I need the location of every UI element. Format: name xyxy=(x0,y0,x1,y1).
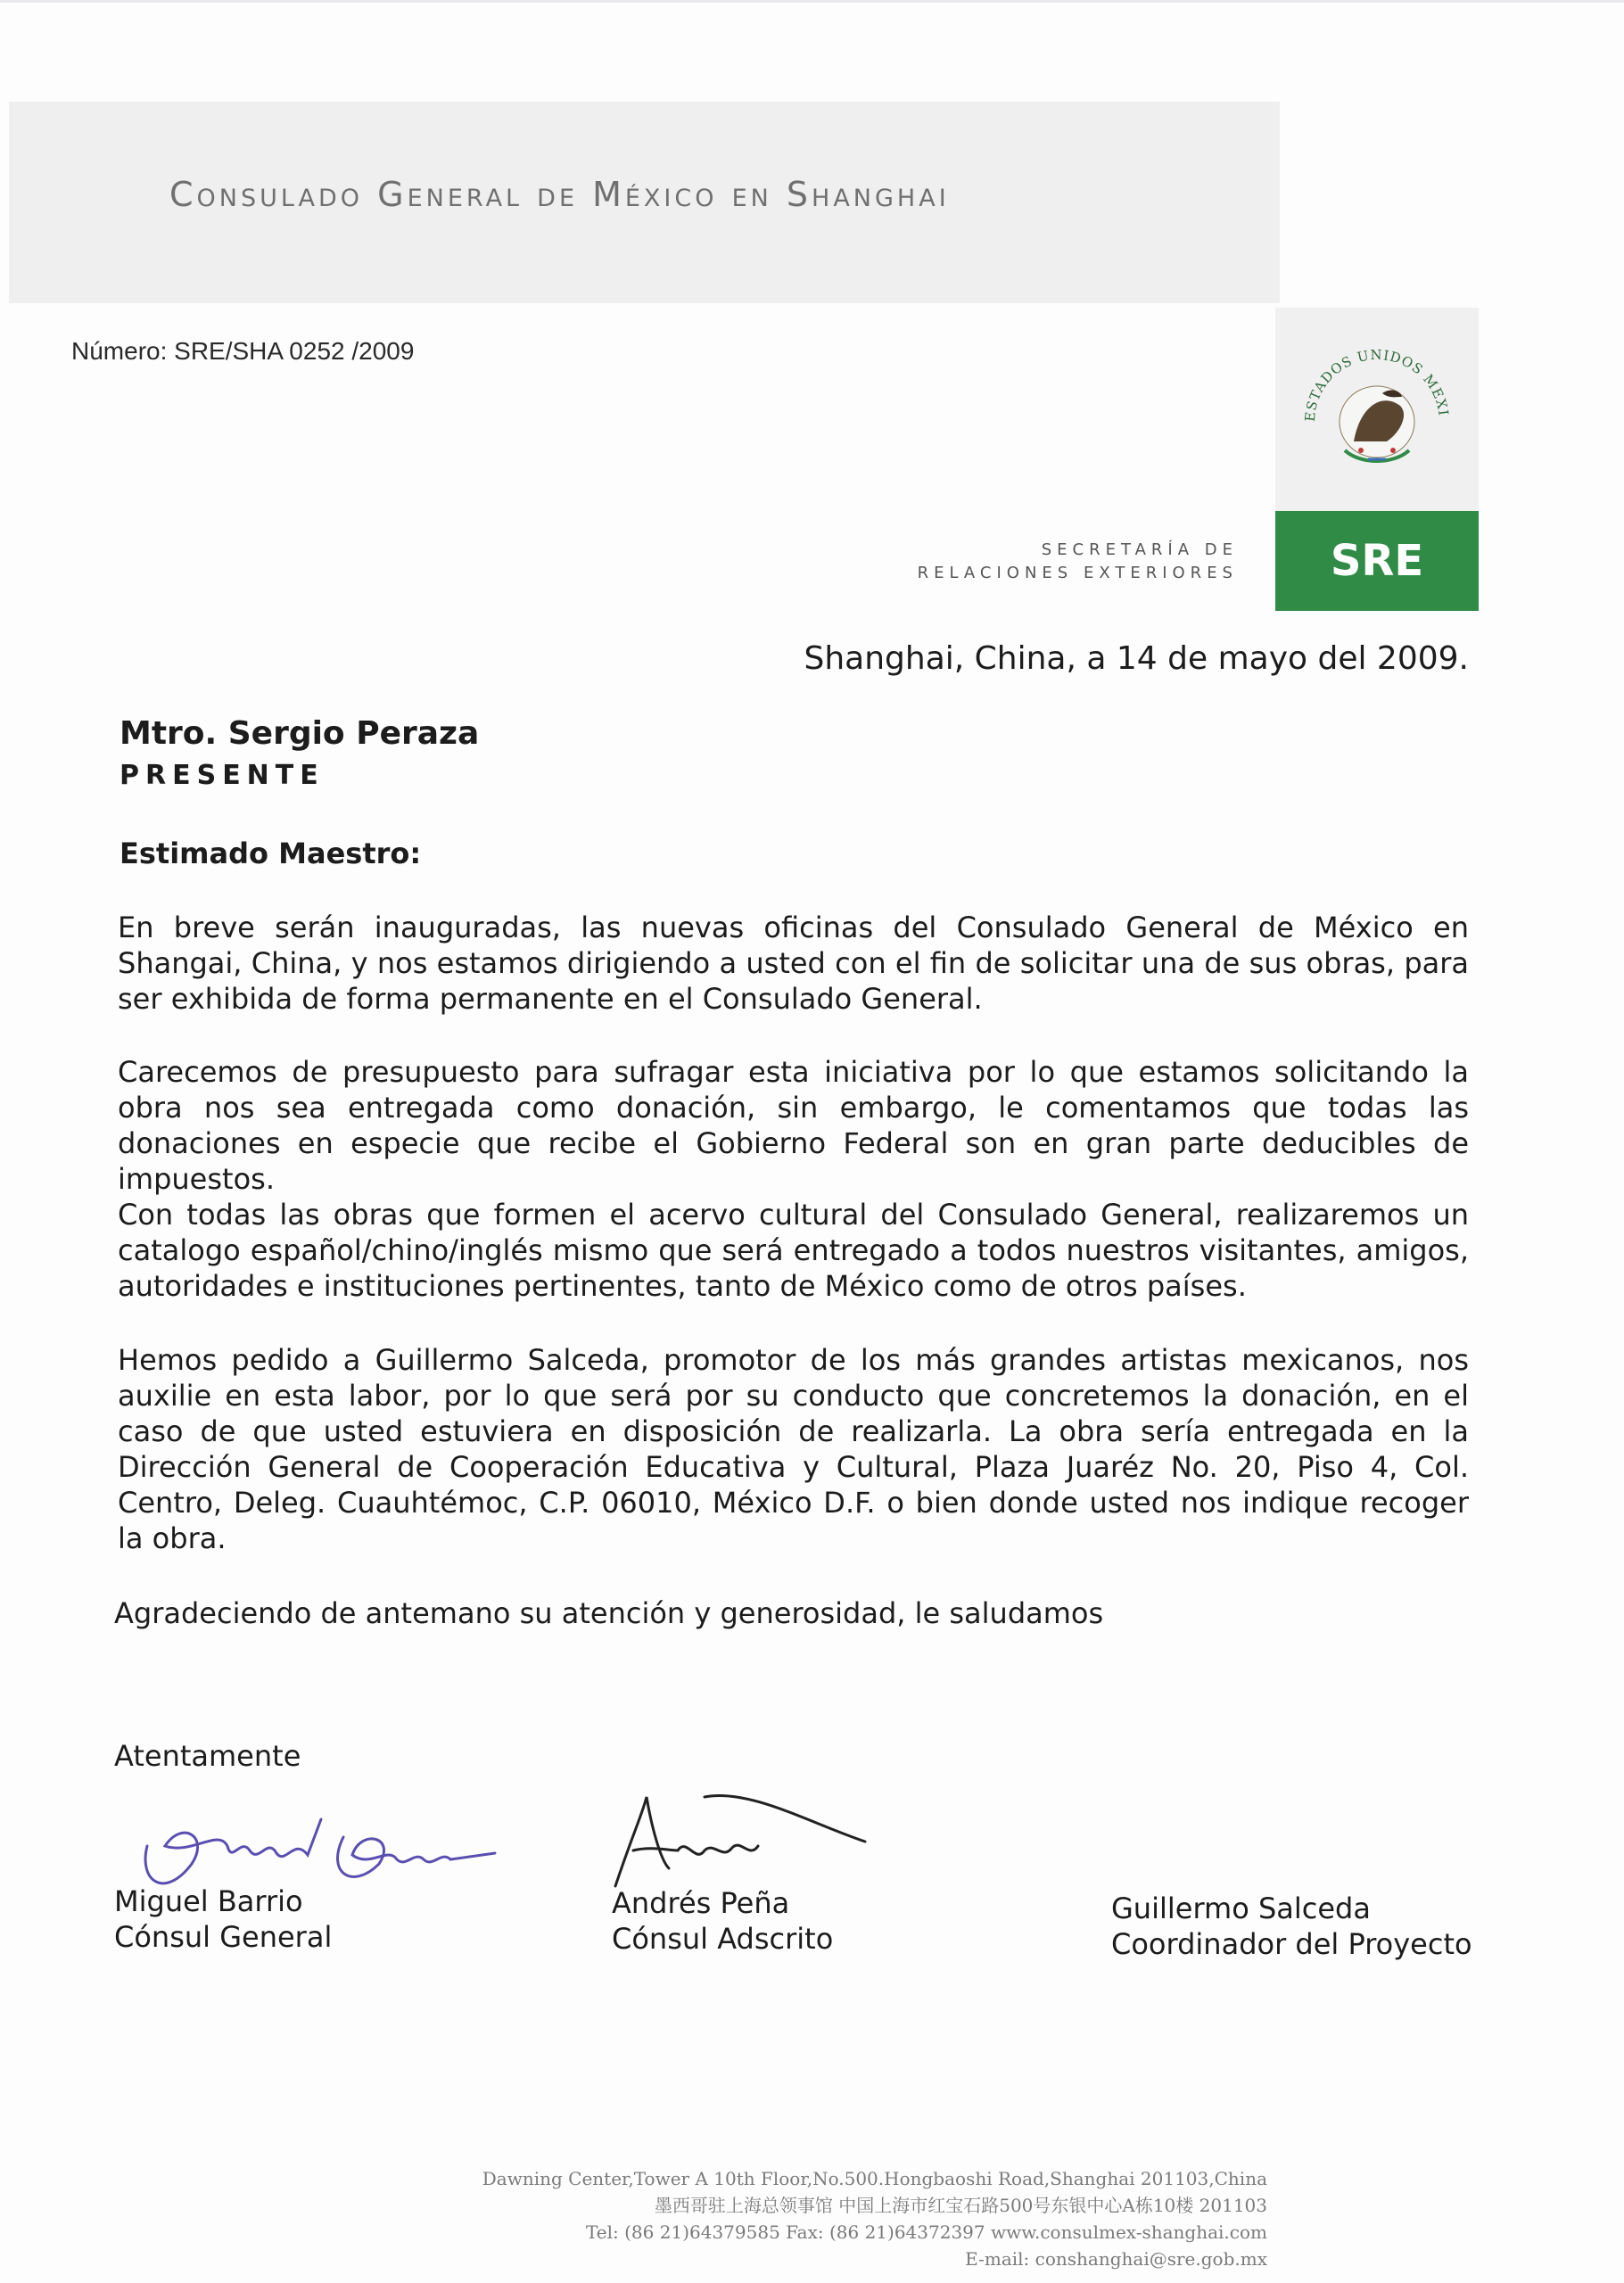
body-paragraph: En breve serán inauguradas, las nuevas oficinas del Consulado General de México en Shangai, China, y nos estamos dirigiendo a usted con el fin de solicitar una de sus obras, para ser exhibida de forma permanente en el Consulado General. xyxy=(118,911,1469,1016)
signature-andres-pena xyxy=(606,1761,874,1895)
seal-text: ESTADOS UNIDOS MEXI xyxy=(1301,346,1452,423)
coat-of-arms-seal xyxy=(1275,308,1479,511)
recipient-name: Mtro. Sergio Peraza xyxy=(120,715,480,752)
signatory-block xyxy=(114,1883,332,1955)
letter-date: Shanghai, China, a 14 de mayo del 2009. xyxy=(804,640,1469,677)
consulate-title: Consulado General de México en Shanghai xyxy=(169,175,950,214)
footer-address xyxy=(482,2165,1267,2272)
closing-line: Agradeciendo de antemano su atención y generosidad, le saludamos xyxy=(114,1596,1104,1630)
ministry-line-2: RELACIONES EXTERIORES xyxy=(917,564,1238,582)
signatory-title: Coordinador del Proyecto xyxy=(1111,1927,1472,1961)
ministry-line-1: SECRETARÍA DE xyxy=(1041,540,1238,559)
reference-number: Número: SRE/SHA 0252 /2009 xyxy=(71,337,415,365)
ministry-name xyxy=(892,539,1238,585)
signatory-name: Miguel Barrio xyxy=(114,1884,303,1918)
presente-label: PRESENTE xyxy=(120,760,325,791)
eagle-seal-icon xyxy=(1275,308,1479,511)
footer-contact: Tel: (86 21)64379585 Fax: (86 21)64372397 www.consulmex-shanghai.com xyxy=(586,2221,1267,2243)
signatory-block xyxy=(612,1885,833,1957)
signatory-name: Andrés Peña xyxy=(612,1886,790,1920)
signatory-title: Cónsul General xyxy=(114,1920,333,1954)
footer-email: E-mail: conshanghai@sre.gob.mx xyxy=(965,2248,1267,2270)
atentamente-label: Atentamente xyxy=(114,1739,301,1773)
footer-address-english: Dawning Center,Tower A 10th Floor,No.500.Hongbaoshi Road,Shanghai 201103,China xyxy=(482,2168,1267,2189)
page-top-rule xyxy=(0,0,1624,3)
footer-address-chinese: 墨西哥驻上海总领事馆 中国上海市红宝石路500号东银中心A栋10楼 201103 xyxy=(654,2195,1267,2216)
body-paragraph: Carecemos de presupuesto para sufragar esta iniciativa por lo que estamos solicitando la obra nos sea entregada como donación, sin embargo, le comentamos que todas las donaciones en especie que recibe el Gobierno Federal son en gran parte deducibles de impuestos. xyxy=(118,1055,1469,1196)
signatory-name: Guillermo Salceda xyxy=(1111,1892,1371,1925)
salutation: Estimado Maestro: xyxy=(120,837,422,870)
signatory-title: Cónsul Adscrito xyxy=(612,1922,834,1956)
sre-logo: SRE xyxy=(1275,511,1479,611)
signatory-block xyxy=(1111,1891,1472,1962)
body-paragraph: Con todas las obras que formen el acervo cultural del Consulado General, realizaremos un catalogo español/chino/inglés mismo que será entregado a todos nuestros visitantes, amigos, autoridades e instituciones pertinentes, tanto de México como de otros países. xyxy=(118,1198,1469,1303)
body-paragraph: Hemos pedido a Guillermo Salceda, promotor de los más grandes artistas mexicanos, nos auxilie en esta labor, por lo que será por su conducto que concretemos la donación, en el caso de que usted estuviera en disposición de realizarla. La obra sería entregada en la Dirección General de Cooperación Educativa y Cultural, Plaza Juaréz No. 20, Piso 4, Col. Centro, Deleg. Cuauhtémoc, C.P. 06010, México D.F. o bien donde usted nos indique recoger la obra. xyxy=(118,1343,1469,1555)
